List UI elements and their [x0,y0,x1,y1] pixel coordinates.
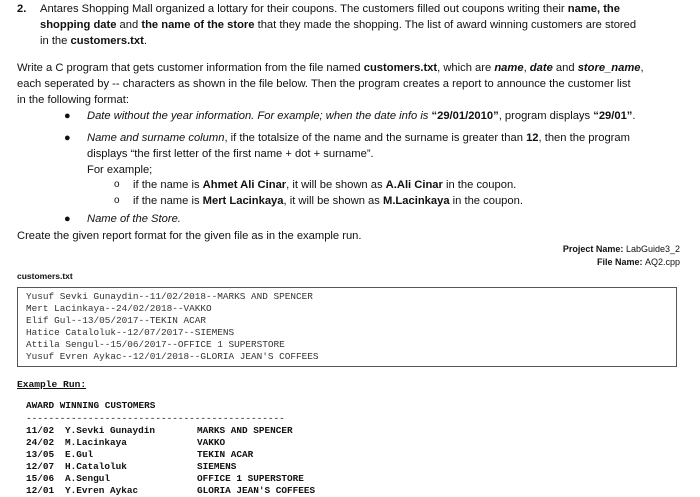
row-name: E.Gul [65,449,94,460]
row-store: GLORIA JEAN'S COFFEES [197,485,316,496]
row-date: 13/05 [26,449,55,460]
task-line-3: in the following format: [17,94,129,106]
row-store: OFFICE 1 SUPERSTORE [197,473,304,484]
intro-line-3: in the customers.txt. [40,35,147,47]
example-heading: Example Run: [17,379,87,390]
question-number: 2. [17,3,27,15]
sub-bullet-circle: o [114,179,120,190]
bullet-name-line-1: Name and surname column, if the totalsize of the name and the surname is greater than 12, then the program [87,132,630,144]
sub-example-2: if the name is Mert Lacinkaya, it will be shown as M.Lacinkaya in the coupon. [133,195,523,207]
file-label: customers.txt [17,271,73,281]
row-date: 24/02 [26,437,55,448]
row-date: 12/07 [26,461,55,472]
report-title: AWARD WINNING CUSTOMERS [26,400,156,411]
file-line: Yusuf Evren Aykac--12/01/2018--GLORIA JEAN'S COFFEES [26,351,319,362]
intro-line-2: shopping date and the name of the store that they made the shopping. The list of award winning customers are stored [40,19,637,31]
row-store: MARKS AND SPENCER [197,425,293,436]
intro-line-1: Antares Shopping Mall organized a lottary for their coupons. The customers filled out coupons writing their name, the [40,3,620,15]
file-line: Mert Lacinkaya--24/02/2018--VAKKO [26,303,212,314]
row-name: M.Lacinkaya [65,437,127,448]
bullet-store: Name of the Store. [87,213,181,225]
report-separator: ---------------------------------------------- [26,413,285,424]
bullet-dot: ● [64,132,71,144]
row-store: TEKIN ACAR [197,449,254,460]
file-line: Hatice Cataloluk--12/07/2017--SIEMENS [26,327,235,338]
row-name: Y.Sevki Gunaydin [65,425,156,436]
bullet-name-line-2: displays “the first letter of the first name + dot + surname”. [87,148,374,160]
bullet-name-line-3: For example; [87,164,153,176]
bullet-dot: ● [64,110,71,122]
row-date: 12/01 [26,485,55,496]
sub-bullet-circle: o [114,195,120,206]
file-line: Yusuf Sevki Gunaydin--11/02/2018--MARKS AND SPENCER [26,291,313,302]
row-date: 11/02 [26,425,55,436]
row-store: VAKKO [197,437,226,448]
file-name: File Name: AQ2.cpp [596,257,680,267]
task-line-2: each seperated by -- characters as shown in the file below. Then the program creates a report to announce the customer list [17,78,631,90]
closing-text: Create the given report format for the given file as in the example run. [17,230,362,242]
bullet-date: Date without the year information. For example; when the date info is “29/01/2010”, program displays “29/01”. [87,110,636,122]
row-name: H.Cataloluk [65,461,127,472]
project-name: Project Name: LabGuide3_2 [562,244,680,254]
row-store: SIEMENS [197,461,237,472]
task-line-1: Write a C program that gets customer information from the file named customers.txt, which are name, date and store_name, [17,62,644,74]
row-name: A.Sengul [65,473,111,484]
sub-example-1: if the name is Ahmet Ali Cinar, it will be shown as A.Ali Cinar in the coupon. [133,179,517,191]
row-date: 15/06 [26,473,55,484]
file-line: Attila Sengul--15/06/2017--OFFICE 1 SUPERSTORE [26,339,285,350]
row-name: Y.Evren Aykac [65,485,139,496]
file-line: Elif Gul--13/05/2017--TEKIN ACAR [26,315,207,326]
bullet-dot: ● [64,213,71,225]
